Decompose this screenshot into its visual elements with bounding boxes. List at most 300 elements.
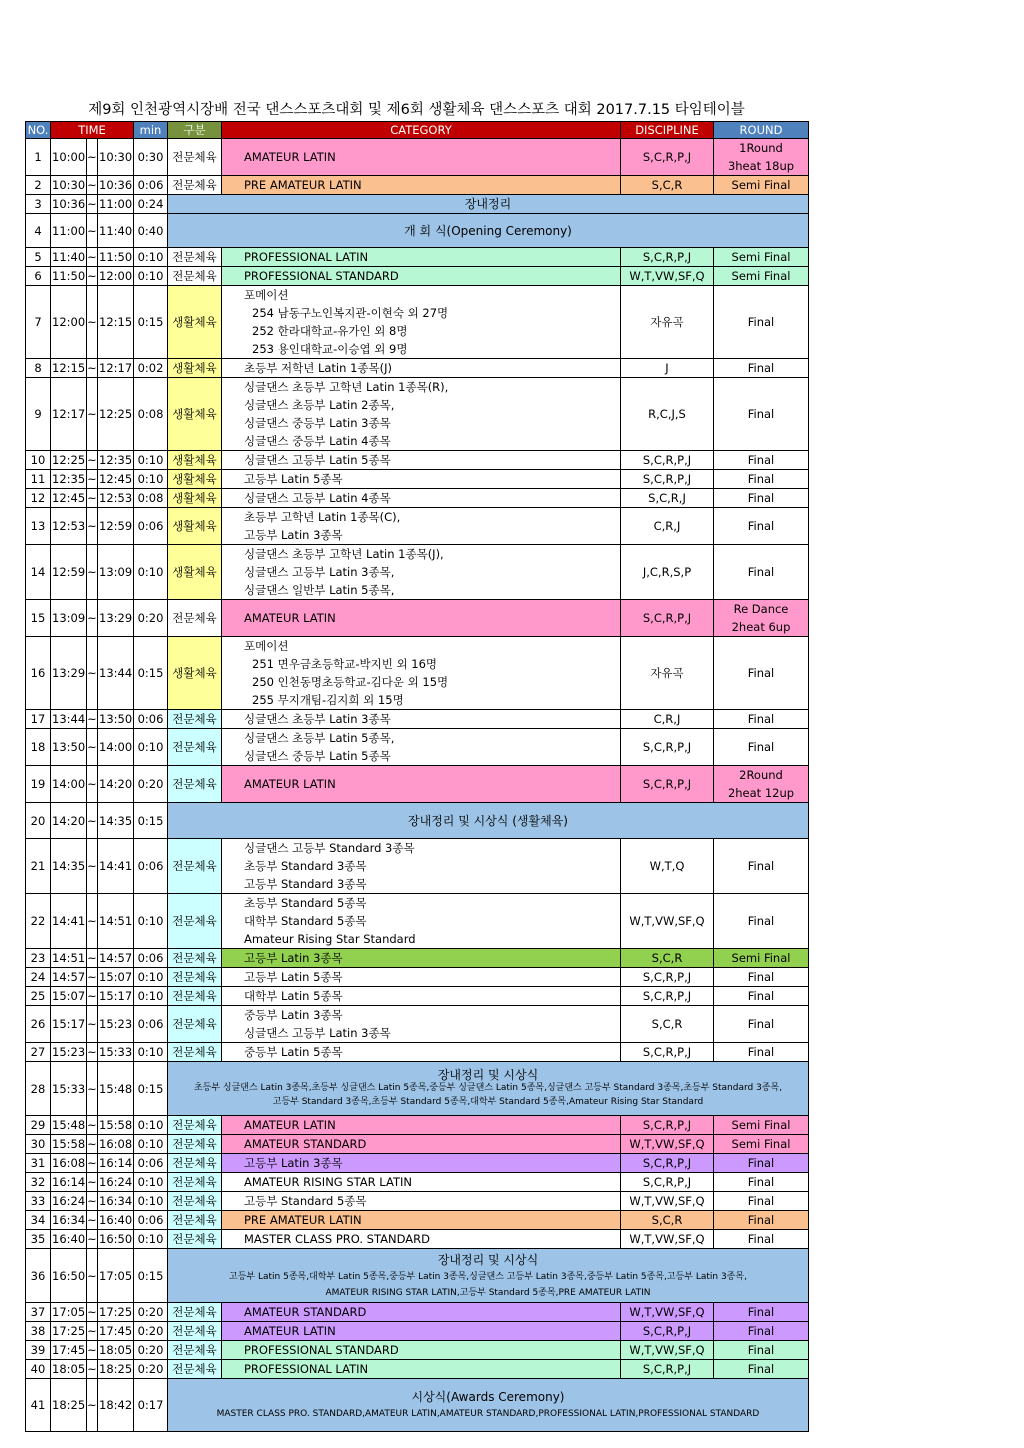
- duration: 0:10: [134, 1135, 168, 1154]
- start-time: 10:00: [51, 139, 87, 176]
- end-time: 18:05: [98, 1341, 134, 1360]
- end-time: 12:00: [98, 267, 134, 286]
- table-row: [26, 545, 809, 600]
- round-cell: [714, 637, 809, 710]
- table-row: [26, 508, 809, 545]
- category-line: 싱글댄스 고등부 Latin 4종목: [244, 491, 391, 505]
- duration: 0:20: [134, 600, 168, 637]
- category-line: Amateur Rising Star Standard: [244, 932, 416, 946]
- start-time: 15:17: [51, 1006, 87, 1043]
- category-line: 포메이션: [244, 639, 289, 653]
- category-cell: [222, 1192, 621, 1211]
- round-line: 2Round: [739, 768, 783, 782]
- start-time: 15:23: [51, 1043, 87, 1062]
- end-time: 14:00: [98, 729, 134, 766]
- row-number: 31: [26, 1154, 51, 1173]
- duration: 0:10: [134, 248, 168, 267]
- header-time: TIME: [51, 122, 134, 139]
- start-time: 15:58: [51, 1135, 87, 1154]
- time-separator: ~: [87, 195, 98, 214]
- discipline-cell: S,C,R,P,J: [621, 729, 714, 766]
- category-line: 고등부 Latin 5종목: [244, 970, 343, 984]
- start-time: 16:24: [51, 1192, 87, 1211]
- round-cell: [714, 729, 809, 766]
- category-line: AMATEUR LATIN: [244, 777, 336, 791]
- end-time: 16:40: [98, 1211, 134, 1230]
- duration: 0:15: [134, 803, 168, 839]
- row-number: 27: [26, 1043, 51, 1062]
- header-no: NO.: [26, 122, 51, 139]
- end-time: 16:08: [98, 1135, 134, 1154]
- division-badge: 전문체육: [168, 839, 222, 894]
- end-time: 17:25: [98, 1303, 134, 1322]
- start-time: 17:45: [51, 1341, 87, 1360]
- start-time: 12:17: [51, 378, 87, 451]
- row-number: 19: [26, 766, 51, 803]
- category-line: 싱글댄스 초등부 Latin 5종목,: [244, 731, 395, 745]
- time-separator: ~: [87, 710, 98, 729]
- division-badge: 전문체육: [168, 176, 222, 195]
- start-time: 10:30: [51, 176, 87, 195]
- discipline-cell: 자유곡: [621, 637, 714, 710]
- row-number: 5: [26, 248, 51, 267]
- round-line: Final: [747, 565, 775, 579]
- discipline-cell: C,R,J: [621, 508, 714, 545]
- duration: 0:08: [134, 378, 168, 451]
- duration: 0:20: [134, 1341, 168, 1360]
- category-cell: [222, 1116, 621, 1135]
- end-time: 14:41: [98, 839, 134, 894]
- intermission-row: [26, 803, 809, 839]
- category-line: 255 무지개팀-김지희 외 15명: [252, 693, 404, 707]
- category-line: 중등부 Latin 3종목: [244, 1008, 343, 1022]
- table-row: [26, 1341, 809, 1360]
- category-cell: [222, 378, 621, 451]
- table-row: [26, 1360, 809, 1379]
- row-number: 40: [26, 1360, 51, 1379]
- end-time: 13:09: [98, 545, 134, 600]
- timetable-body: [26, 139, 809, 1432]
- time-separator: ~: [87, 1116, 98, 1135]
- duration: 0:06: [134, 1211, 168, 1230]
- end-time: 12:53: [98, 489, 134, 508]
- note-title: 시상식(Awards Ceremony): [411, 1390, 565, 1404]
- category-line: 고등부 Latin 3종목: [244, 528, 343, 542]
- round-line: Final: [747, 859, 775, 873]
- division-badge: 전문체육: [168, 729, 222, 766]
- round-cell: [714, 1322, 809, 1341]
- duration: 0:08: [134, 489, 168, 508]
- time-separator: ~: [87, 1062, 98, 1116]
- discipline-cell: S,C,R,P,J: [621, 451, 714, 470]
- time-separator: ~: [87, 470, 98, 489]
- time-separator: ~: [87, 378, 98, 451]
- table-row: [26, 248, 809, 267]
- category-cell: [222, 248, 621, 267]
- category-cell: [222, 1360, 621, 1379]
- row-number: 9: [26, 378, 51, 451]
- time-separator: ~: [87, 1173, 98, 1192]
- division-badge: 전문체육: [168, 1116, 222, 1135]
- round-cell: [714, 1192, 809, 1211]
- round-line: Final: [747, 315, 775, 329]
- discipline-cell: W,T,VW,SF,Q: [621, 267, 714, 286]
- round-line: 2heat 12up: [727, 786, 795, 800]
- discipline-cell: S,C,R,P,J: [621, 1360, 714, 1379]
- division-badge: 전문체육: [168, 710, 222, 729]
- category-line: 포메이션: [244, 288, 289, 302]
- division-badge: 전문체육: [168, 1006, 222, 1043]
- round-line: Final: [747, 472, 775, 486]
- category-line: AMATEUR STANDARD: [244, 1305, 367, 1319]
- row-number: 35: [26, 1230, 51, 1249]
- table-row: [26, 1230, 809, 1249]
- round-line: Final: [747, 1305, 775, 1319]
- round-cell: [714, 894, 809, 949]
- start-time: 15:07: [51, 987, 87, 1006]
- end-time: 18:25: [98, 1360, 134, 1379]
- discipline-cell: W,T,VW,SF,Q: [621, 1230, 714, 1249]
- start-time: 14:41: [51, 894, 87, 949]
- start-time: 14:51: [51, 949, 87, 968]
- category-line: 싱글댄스 고등부 Latin 3종목: [244, 1026, 391, 1040]
- row-number: 16: [26, 637, 51, 710]
- duration: 0:06: [134, 710, 168, 729]
- round-cell: [714, 139, 809, 176]
- category-line: 254 남동구노인복지관-이현숙 외 27명: [252, 306, 449, 320]
- table-row: [26, 637, 809, 710]
- round-cell: [714, 378, 809, 451]
- start-time: 13:44: [51, 710, 87, 729]
- discipline-cell: C,R,J: [621, 710, 714, 729]
- round-line: Final: [747, 491, 775, 505]
- duration: 0:06: [134, 1154, 168, 1173]
- duration: 0:40: [134, 214, 168, 248]
- round-line: Final: [747, 1156, 775, 1170]
- discipline-cell: W,T,VW,SF,Q: [621, 894, 714, 949]
- division-badge: 전문체육: [168, 987, 222, 1006]
- round-cell: [714, 176, 809, 195]
- table-row: [26, 359, 809, 378]
- row-number: 14: [26, 545, 51, 600]
- end-time: 14:20: [98, 766, 134, 803]
- division-badge: 생활체육: [168, 637, 222, 710]
- note-detail: 초등부 싱글댄스 Latin 3종목,초등부 싱글댄스 Latin 5종목,중등부 싱글댄스 Latin 5종목,싱글댄스 고등부 Standard 3종목,초등부 Standard 3종목,: [193, 1082, 783, 1093]
- end-time: 11:50: [98, 248, 134, 267]
- start-time: 16:08: [51, 1154, 87, 1173]
- row-number: 17: [26, 710, 51, 729]
- category-cell: [222, 839, 621, 894]
- division-badge: 전문체육: [168, 949, 222, 968]
- time-separator: ~: [87, 1303, 98, 1322]
- start-time: 12:53: [51, 508, 87, 545]
- round-line: 2heat 6up: [731, 620, 791, 634]
- start-time: 14:00: [51, 766, 87, 803]
- time-separator: ~: [87, 1154, 98, 1173]
- note-detail: 고등부 Standard 3종목,초등부 Standard 5종목,대학부 Standard 5종목,Amateur Rising Star Standard: [272, 1096, 704, 1107]
- table-row: [26, 600, 809, 637]
- table-row: [26, 1322, 809, 1341]
- duration: 0:10: [134, 1230, 168, 1249]
- time-separator: ~: [87, 451, 98, 470]
- category-cell: [222, 451, 621, 470]
- header-min: min: [134, 122, 168, 139]
- division-badge: 전문체육: [168, 1303, 222, 1322]
- round-cell: [714, 710, 809, 729]
- start-time: 16:14: [51, 1173, 87, 1192]
- category-cell: [222, 600, 621, 637]
- round-line: Final: [747, 1324, 775, 1338]
- start-time: 18:05: [51, 1360, 87, 1379]
- time-separator: ~: [87, 1322, 98, 1341]
- end-time: 12:25: [98, 378, 134, 451]
- category-line: PROFESSIONAL LATIN: [244, 250, 369, 264]
- time-separator: ~: [87, 139, 98, 176]
- category-cell: [222, 729, 621, 766]
- duration: 0:06: [134, 839, 168, 894]
- category-cell: [222, 470, 621, 489]
- category-cell: [222, 1043, 621, 1062]
- discipline-cell: S,C,R,P,J: [621, 1154, 714, 1173]
- round-cell: [714, 1006, 809, 1043]
- round-line: Final: [747, 1362, 775, 1376]
- category-line: 싱글댄스 고등부 Standard 3종목: [244, 841, 415, 855]
- division-badge: 전문체육: [168, 267, 222, 286]
- category-cell: [222, 637, 621, 710]
- row-number: 26: [26, 1006, 51, 1043]
- duration: 0:20: [134, 1360, 168, 1379]
- duration: 0:10: [134, 267, 168, 286]
- round-line: 3heat 18up: [727, 159, 795, 173]
- end-time: 17:45: [98, 1322, 134, 1341]
- category-cell: [222, 1211, 621, 1230]
- category-cell: [222, 1341, 621, 1360]
- row-number: 12: [26, 489, 51, 508]
- duration: 0:06: [134, 176, 168, 195]
- duration: 0:10: [134, 894, 168, 949]
- intermission-note: [168, 803, 809, 839]
- row-number: 29: [26, 1116, 51, 1135]
- category-line: 250 인천동명초등학교-김다운 외 15명: [252, 675, 449, 689]
- discipline-cell: R,C,J,S: [621, 378, 714, 451]
- duration: 0:10: [134, 1192, 168, 1211]
- category-cell: [222, 894, 621, 949]
- division-badge: 전문체육: [168, 1322, 222, 1341]
- duration: 0:10: [134, 1173, 168, 1192]
- row-number: 37: [26, 1303, 51, 1322]
- category-cell: [222, 286, 621, 359]
- row-number: 1: [26, 139, 51, 176]
- round-cell: [714, 286, 809, 359]
- row-number: 8: [26, 359, 51, 378]
- round-cell: [714, 839, 809, 894]
- category-line: PROFESSIONAL LATIN: [244, 1362, 369, 1376]
- table-row: [26, 1154, 809, 1173]
- table-row: [26, 729, 809, 766]
- end-time: 16:24: [98, 1173, 134, 1192]
- round-line: Semi Final: [731, 951, 791, 965]
- discipline-cell: S,C,R,P,J: [621, 987, 714, 1006]
- row-number: 18: [26, 729, 51, 766]
- start-time: 12:45: [51, 489, 87, 508]
- discipline-cell: J,C,R,S,P: [621, 545, 714, 600]
- time-separator: ~: [87, 1360, 98, 1379]
- time-separator: ~: [87, 176, 98, 195]
- end-time: 11:40: [98, 214, 134, 248]
- start-time: 15:33: [51, 1062, 87, 1116]
- round-cell: [714, 1360, 809, 1379]
- header-category: CATEGORY: [222, 122, 621, 139]
- category-line: AMATEUR LATIN: [244, 1324, 336, 1338]
- end-time: 12:15: [98, 286, 134, 359]
- discipline-cell: S,C,R: [621, 176, 714, 195]
- note-detail: 고등부 Latin 5종목,대학부 Latin 5종목,중등부 Latin 3종목,싱글댄스 고등부 Latin 3종목,중등부 Latin 5종목,고등부 Latin 3종목,: [229, 1271, 747, 1282]
- round-cell: [714, 987, 809, 1006]
- start-time: 12:35: [51, 470, 87, 489]
- table-row: [26, 949, 809, 968]
- category-line: 싱글댄스 일반부 Latin 5종목,: [244, 583, 395, 597]
- round-line: Semi Final: [731, 1137, 791, 1151]
- time-separator: ~: [87, 949, 98, 968]
- time-separator: ~: [87, 1006, 98, 1043]
- note-detail: MASTER CLASS PRO. STANDARD,AMATEUR LATIN,AMATEUR STANDARD,PROFESSIONAL LATIN,PROFESSIONAL STANDARD: [216, 1409, 760, 1419]
- division-badge: 전문체육: [168, 1341, 222, 1360]
- category-line: 초등부 Standard 3종목: [244, 859, 367, 873]
- time-separator: ~: [87, 359, 98, 378]
- category-line: PROFESSIONAL STANDARD: [244, 1343, 399, 1357]
- end-time: 14:57: [98, 949, 134, 968]
- discipline-cell: S,C,R,P,J: [621, 1322, 714, 1341]
- row-number: 20: [26, 803, 51, 839]
- row-number: 32: [26, 1173, 51, 1192]
- note-title: 장내정리 및 시상식: [437, 1067, 539, 1082]
- round-line: Semi Final: [731, 269, 791, 283]
- start-time: 13:09: [51, 600, 87, 637]
- start-time: 15:48: [51, 1116, 87, 1135]
- row-number: 34: [26, 1211, 51, 1230]
- duration: 0:20: [134, 1303, 168, 1322]
- category-line: 252 한라대학교-유가인 외 8명: [252, 324, 408, 338]
- table-row: [26, 1303, 809, 1322]
- round-line: Final: [747, 519, 775, 533]
- end-time: 16:14: [98, 1154, 134, 1173]
- time-separator: ~: [87, 839, 98, 894]
- category-cell: [222, 176, 621, 195]
- division-badge: 전문체육: [168, 1211, 222, 1230]
- discipline-cell: S,C,R,P,J: [621, 1173, 714, 1192]
- discipline-cell: S,C,R: [621, 1006, 714, 1043]
- round-cell: [714, 1154, 809, 1173]
- category-cell: [222, 949, 621, 968]
- round-line: Final: [747, 1343, 775, 1357]
- category-cell: [222, 1303, 621, 1322]
- round-cell: [714, 1341, 809, 1360]
- row-number: 7: [26, 286, 51, 359]
- header-division: 구분: [168, 122, 222, 139]
- discipline-cell: W,T,VW,SF,Q: [621, 1135, 714, 1154]
- end-time: 15:17: [98, 987, 134, 1006]
- category-cell: [222, 489, 621, 508]
- round-line: Final: [747, 740, 775, 754]
- category-line: 251 면우금초등학교-박지빈 외 16명: [252, 657, 438, 671]
- time-separator: ~: [87, 508, 98, 545]
- table-row: [26, 710, 809, 729]
- category-line: AMATEUR RISING STAR LATIN: [244, 1175, 412, 1189]
- row-number: 38: [26, 1322, 51, 1341]
- discipline-cell: S,C,R,P,J: [621, 766, 714, 803]
- time-separator: ~: [87, 1135, 98, 1154]
- end-time: 13:29: [98, 600, 134, 637]
- intermission-note: [168, 195, 809, 214]
- category-line: 초등부 고학년 Latin 1종목(C),: [244, 510, 401, 524]
- category-line: AMATEUR LATIN: [244, 1118, 336, 1132]
- row-number: 24: [26, 968, 51, 987]
- round-cell: [714, 1211, 809, 1230]
- table-row: [26, 839, 809, 894]
- duration: 0:10: [134, 1116, 168, 1135]
- end-time: 12:59: [98, 508, 134, 545]
- round-line: Semi Final: [731, 178, 791, 192]
- round-cell: [714, 1043, 809, 1062]
- start-time: 11:40: [51, 248, 87, 267]
- category-line: 고등부 Latin 3종목: [244, 1156, 343, 1170]
- time-separator: ~: [87, 729, 98, 766]
- end-time: 11:00: [98, 195, 134, 214]
- discipline-cell: S,C,R,P,J: [621, 968, 714, 987]
- category-cell: [222, 1173, 621, 1192]
- intermission-row: [26, 214, 809, 248]
- round-cell: [714, 949, 809, 968]
- category-cell: [222, 1230, 621, 1249]
- discipline-cell: S,C,R: [621, 1211, 714, 1230]
- category-line: 싱글댄스 고등부 Latin 5종목: [244, 453, 391, 467]
- category-line: PRE AMATEUR LATIN: [244, 1213, 362, 1227]
- discipline-cell: S,C,R,P,J: [621, 1043, 714, 1062]
- discipline-cell: S,C,R,P,J: [621, 248, 714, 267]
- category-cell: [222, 545, 621, 600]
- table-row: [26, 176, 809, 195]
- time-separator: ~: [87, 968, 98, 987]
- note-title: 장내정리 및 시상식 (생활체육): [408, 813, 568, 828]
- category-line: 중등부 Latin 5종목: [244, 1045, 343, 1059]
- end-time: 16:50: [98, 1230, 134, 1249]
- table-row: [26, 1192, 809, 1211]
- category-line: AMATEUR LATIN: [244, 150, 336, 164]
- end-time: 13:44: [98, 637, 134, 710]
- round-cell: [714, 1135, 809, 1154]
- table-row: [26, 286, 809, 359]
- duration: 0:15: [134, 1249, 168, 1303]
- table-row: [26, 987, 809, 1006]
- category-cell: [222, 1154, 621, 1173]
- round-cell: [714, 968, 809, 987]
- round-line: Final: [747, 989, 775, 1003]
- row-number: 36: [26, 1249, 51, 1303]
- row-number: 33: [26, 1192, 51, 1211]
- time-separator: ~: [87, 1249, 98, 1303]
- row-number: 39: [26, 1341, 51, 1360]
- row-number: 41: [26, 1379, 51, 1432]
- duration: 0:10: [134, 987, 168, 1006]
- round-cell: [714, 470, 809, 489]
- division-badge: 전문체육: [168, 600, 222, 637]
- intermission-row: [26, 1379, 809, 1432]
- row-number: 2: [26, 176, 51, 195]
- round-line: Semi Final: [731, 250, 791, 264]
- start-time: 17:05: [51, 1303, 87, 1322]
- category-line: MASTER CLASS PRO. STANDARD: [244, 1232, 430, 1246]
- category-line: 싱글댄스 초등부 Latin 3종목: [244, 712, 391, 726]
